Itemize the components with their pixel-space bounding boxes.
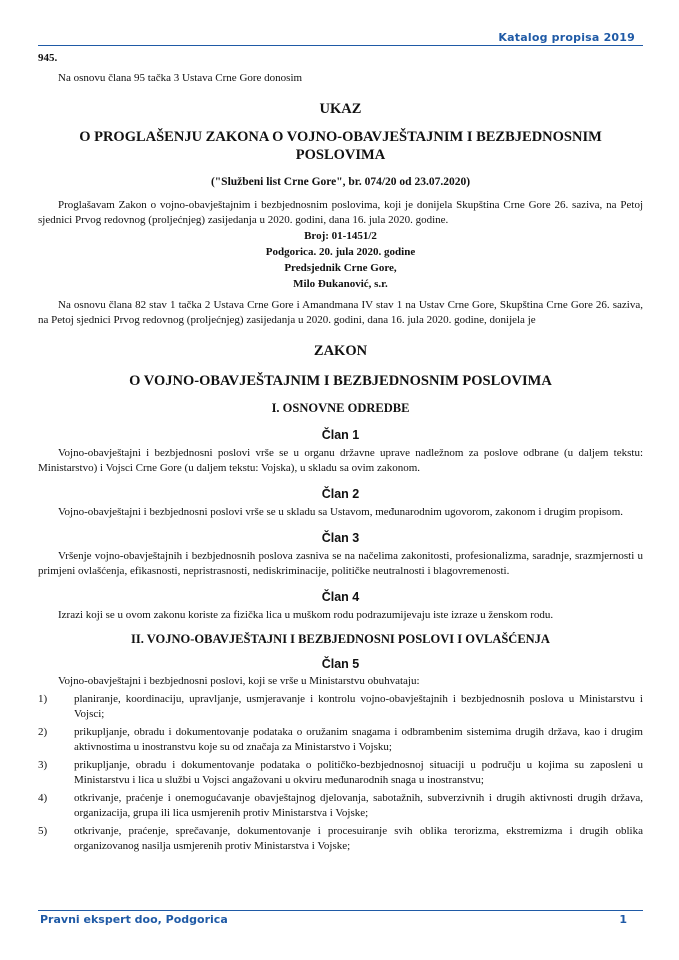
header-rule — [38, 45, 643, 46]
place-date-line: Podgorica. 20. jula 2020. godine — [265, 246, 416, 258]
list-item-number: 1) — [38, 693, 48, 705]
footer-publisher: Pravni ekspert doo, Podgorica — [40, 913, 228, 926]
clan-1-text: Vojno-obavještajni i bezbjednosni poslovi vrše se u organu državne uprave nadležnom za poslove odbrane (u daljem tekstu: Ministarstvo) i Vojsci Crne Gore (u daljem tekstu: Vojska), u skladu sa ovim zakonom. — [38, 447, 643, 474]
gazette-reference: ("Službeni list Crne Gore", br. 074/20 od 23.07.2020) — [210, 176, 471, 188]
clan-4-text: Izrazi koji se u ovom zakonu koriste za fizička lica u muškom rodu podrazumijevaju iste izraze u ženskom rodu. — [58, 609, 554, 621]
clan-5-heading: Član 5 — [321, 657, 360, 671]
legal-basis-text: Na osnovu člana 82 stav 1 tačka 2 Ustava Crne Gore i Amandmana IV stav 1 na Ustav Crne Gore, Skupština Crne Gore 26. saziva, na Petoj sjednici Prvog redovnog (proljećnjeg) zasijedanja u 2020. godini, dana 16. jula 2020. godine, donijela je — [38, 299, 643, 326]
president-title: Predsjednik Crne Gore, — [284, 262, 397, 274]
broj-line: Broj: 01-1451/2 — [304, 230, 377, 242]
catalog-title: Katalog propisa 2019 — [498, 31, 635, 44]
list-item-text: prikupljanje, obradu i dokumentovanje podataka o oružanim snagama i odbrambenim sistemima drugih država, kao i drugim aktivnostima u inostranstvu koje su od značaja za Ministarstvo i Vojsku; — [74, 726, 643, 753]
page-number: 1 — [619, 913, 627, 926]
list-item-number: 2) — [38, 726, 48, 738]
footer-rule — [38, 910, 643, 911]
clan-5-list — [38, 692, 643, 854]
clan-1-heading: Član 1 — [321, 428, 360, 442]
list-item-text: otkrivanje, praćenje i onemogućavanje obavještajnog djelovanja, sabotažnih, subverzivnih i drugih aktivnosti drugih država, organizacija, grupa ili lica usmjerenih protiv Ministarstva i Vojske; — [74, 792, 643, 819]
list-item-number: 3) — [38, 759, 48, 771]
list-item — [38, 758, 643, 788]
proclamation-text: Proglašavam Zakon o vojno-obavještajnim i bezbjednosnim poslovima, koji je donijela Skupština Crne Gore 26. saziva, na Petoj sjednici Prvog redovnog (proljećnjeg) zasijedanja u 2020. godini, dana 16. jula 2020. godine. — [38, 199, 643, 226]
ukaz-subtitle: O PROGLAŠENJU ZAKONA O VOJNO-OBAVJEŠTAJNIM I BEZBJEDNOSNIM POSLOVIMA — [79, 129, 602, 163]
list-item-number: 4) — [38, 792, 48, 804]
clan-2-heading: Član 2 — [321, 487, 360, 501]
section-1-heading: I. OSNOVNE ODREDBE — [271, 401, 410, 415]
clan-3-text: Vršenje vojno-obavještajnih i bezbjednosnih poslova zasniva se na načelima zakonitosti, profesionalizma, saradnje, srazmjernosti u primjeni ovlašćenja, efikasnosti, nepristrasnosti, nediskriminacije, političke neutralnosti i blagovremenosti. — [38, 550, 643, 577]
section-2-heading: II. VOJNO-OBAVJEŠTAJNI I BEZBJEDNOSNI POSLOVI I OVLAŠĆENJA — [131, 632, 550, 646]
list-item — [38, 824, 643, 854]
clan-5-intro: Vojno-obavještajni i bezbjednosni poslovi, koji se vrše u Ministarstvu obuhvataju: — [58, 675, 420, 687]
ukaz-title: UKAZ — [319, 101, 362, 117]
list-item — [38, 791, 643, 821]
intro-text: Na osnovu člana 95 tačka 3 Ustava Crne Gore donosim — [58, 72, 303, 84]
list-item-text: otkrivanje, praćenje, sprečavanje, dokumentovanje i procesuiranje svih oblika terorizma, ekstremizma i drugih oblika organizovanog nasilja usmjerenih protiv Ministarstva i Vojske; — [74, 825, 643, 852]
zakon-subtitle: O VOJNO-OBAVJEŠTAJNIM I BEZBJEDNOSNIM POSLOVIMA — [129, 373, 552, 389]
zakon-title: ZAKON — [313, 343, 368, 359]
document-number: 945. — [38, 52, 58, 64]
list-item-text: prikupljanje, obradu i dokumentovanje podataka o političko-bezbjednosnoj situaciji u području u kojima su zaposleni u Ministarstvu i lica u službi u Vojsci angažovani u okviru međunarodnih snaga u inostranstvu; — [74, 759, 643, 786]
document-body — [38, 51, 643, 854]
president-name: Milo Đukanović, s.r. — [293, 278, 388, 290]
list-item-number: 5) — [38, 825, 48, 837]
clan-4-heading: Član 4 — [321, 590, 360, 604]
clan-2-text: Vojno-obavještajni i bezbjednosni poslovi vrše se u skladu sa Ustavom, međunarodnim ugovorom, zakonom i drugim propisom. — [58, 506, 624, 518]
list-item — [38, 725, 643, 755]
clan-3-heading: Član 3 — [321, 531, 360, 545]
list-item — [38, 692, 643, 722]
list-item-text: planiranje, koordinaciju, upravljanje, usmjeravanje i kontrolu vojno-obavještajnih i bezbjednosnih poslova u Ministarstvu i Vojsci; — [74, 693, 643, 720]
